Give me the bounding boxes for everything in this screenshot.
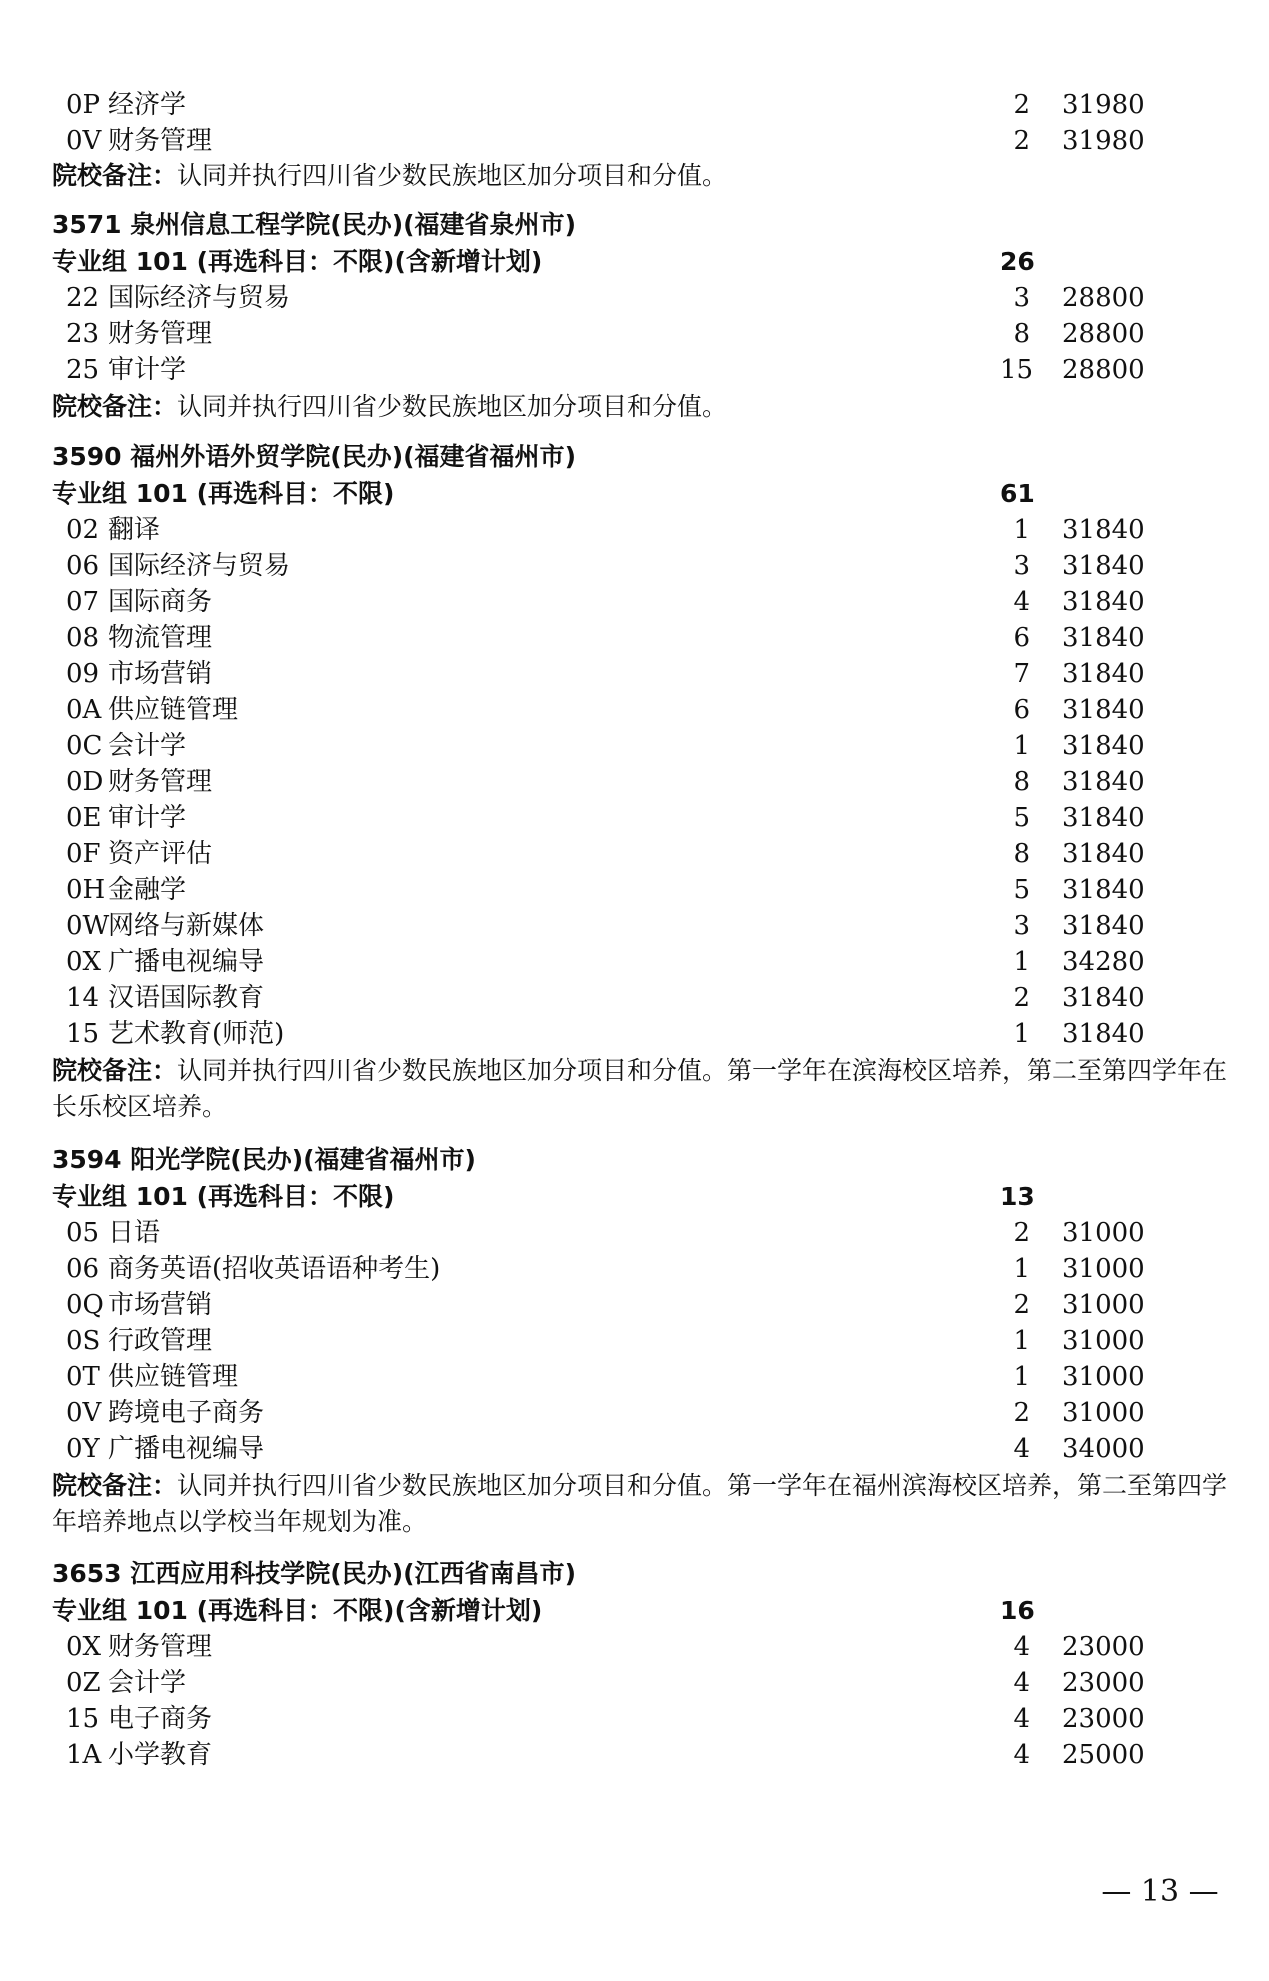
- major-name: 财务管理: [108, 767, 213, 797]
- major-row: [0, 1359, 1269, 1395]
- major-code: 0V: [66, 1398, 102, 1428]
- major-code: 0C: [66, 731, 103, 761]
- major-count: 4: [1013, 587, 1030, 617]
- major-name: 资产评估: [108, 839, 213, 869]
- major-row: [0, 1431, 1269, 1467]
- major-count: 5: [1013, 803, 1030, 833]
- major-count: 15: [1000, 355, 1034, 385]
- major-fee: 31840: [1062, 983, 1145, 1013]
- major-row: [0, 1323, 1269, 1359]
- major-row: [0, 316, 1269, 352]
- major-name: 网络与新媒体: [108, 911, 265, 941]
- group-label: 专业组 101 (再选科目：不限)(含新增计划): [52, 247, 543, 276]
- group-total: 16: [1000, 1596, 1035, 1625]
- major-count: 2: [1013, 90, 1030, 120]
- note-text: 认同并执行四川省少数民族地区加分项目和分值。: [177, 161, 728, 190]
- major-name: 广播电视编导: [108, 1434, 265, 1464]
- school-header: [0, 439, 1269, 475]
- major-name: 供应链管理: [108, 1362, 239, 1392]
- major-row: [0, 836, 1269, 872]
- major-count: 2: [1013, 1398, 1030, 1428]
- major-count: 7: [1013, 659, 1030, 689]
- major-code: 0X: [66, 947, 102, 977]
- major-fee: 31000: [1062, 1326, 1145, 1356]
- note-label: 院校备注：: [52, 161, 178, 190]
- major-code: 06: [66, 551, 100, 581]
- major-fee: 31000: [1062, 1362, 1145, 1392]
- major-name: 商务英语(招收英语语种考生): [108, 1254, 441, 1284]
- major-row: [0, 1737, 1269, 1773]
- major-row: [0, 944, 1269, 980]
- major-code: 0H: [66, 875, 106, 905]
- major-fee: 31000: [1062, 1254, 1145, 1284]
- major-code: 0Y: [66, 1434, 100, 1464]
- major-count: 8: [1013, 319, 1030, 349]
- major-name: 财务管理: [108, 126, 213, 156]
- group-label: 专业组 101 (再选科目：不限)(含新增计划): [52, 1596, 543, 1625]
- major-count: 2: [1013, 1218, 1030, 1248]
- major-name: 物流管理: [108, 623, 213, 653]
- major-code: 15: [66, 1704, 100, 1734]
- school-note: [52, 1053, 1232, 1125]
- major-count: 1: [1013, 947, 1030, 977]
- major-fee: 31840: [1062, 515, 1145, 545]
- major-code: 08: [66, 623, 100, 653]
- major-code: 23: [66, 319, 100, 349]
- major-fee: 28800: [1062, 319, 1145, 349]
- major-fee: 31840: [1062, 623, 1145, 653]
- major-name: 财务管理: [108, 1632, 213, 1662]
- major-fee: 31840: [1062, 839, 1145, 869]
- major-name: 供应链管理: [108, 695, 239, 725]
- major-code: 0V: [66, 126, 102, 156]
- major-fee: 28800: [1062, 283, 1145, 313]
- major-fee: 31840: [1062, 803, 1145, 833]
- major-row: [0, 764, 1269, 800]
- major-code: 25: [66, 355, 100, 385]
- major-code: 1A: [66, 1740, 102, 1770]
- major-count: 4: [1013, 1632, 1030, 1662]
- group-row: [0, 476, 1269, 512]
- major-fee: 23000: [1062, 1668, 1145, 1698]
- major-fee: 31840: [1062, 551, 1145, 581]
- major-code: 05: [66, 1218, 100, 1248]
- major-name: 小学教育: [108, 1740, 213, 1770]
- major-name: 翻译: [108, 515, 161, 545]
- major-row: [0, 908, 1269, 944]
- major-row: [0, 620, 1269, 656]
- major-row: [0, 584, 1269, 620]
- major-code: 0D: [66, 767, 104, 797]
- major-fee: 28800: [1062, 355, 1145, 385]
- major-name: 经济学: [108, 90, 187, 120]
- major-row: [0, 1251, 1269, 1287]
- major-code: 0W: [66, 911, 110, 941]
- major-count: 6: [1013, 623, 1030, 653]
- major-fee: 31840: [1062, 875, 1145, 905]
- major-code: 0T: [66, 1362, 100, 1392]
- major-count: 8: [1013, 839, 1030, 869]
- major-row: [0, 512, 1269, 548]
- major-row: [0, 1215, 1269, 1251]
- major-fee: 25000: [1062, 1740, 1145, 1770]
- major-count: 4: [1013, 1668, 1030, 1698]
- major-fee: 31840: [1062, 659, 1145, 689]
- major-fee: 23000: [1062, 1632, 1145, 1662]
- major-count: 1: [1013, 1362, 1030, 1392]
- major-fee: 31980: [1062, 126, 1145, 156]
- major-row: [0, 692, 1269, 728]
- major-name: 审计学: [108, 355, 187, 385]
- major-count: 2: [1013, 983, 1030, 1013]
- major-code: 0S: [66, 1326, 101, 1356]
- major-code: 0Q: [66, 1290, 104, 1320]
- major-fee: 34280: [1062, 947, 1145, 977]
- major-code: 22: [66, 283, 100, 313]
- major-name: 市场营销: [108, 659, 213, 689]
- school-header: [0, 207, 1269, 243]
- major-count: 1: [1013, 1019, 1030, 1049]
- group-row: [0, 1179, 1269, 1215]
- school-title: 3653 江西应用科技学院(民办)(江西省南昌市): [52, 1559, 576, 1588]
- major-row: [0, 352, 1269, 388]
- major-name: 金融学: [108, 875, 187, 905]
- major-fee: 34000: [1062, 1434, 1145, 1464]
- major-count: 3: [1013, 551, 1030, 581]
- major-fee: 31840: [1062, 695, 1145, 725]
- major-name: 财务管理: [108, 319, 213, 349]
- major-name: 审计学: [108, 803, 187, 833]
- major-name: 国际经济与贸易: [108, 283, 291, 313]
- major-fee: 31840: [1062, 1019, 1145, 1049]
- group-total: 61: [1000, 479, 1035, 508]
- school-header: [0, 1556, 1269, 1592]
- major-count: 1: [1013, 515, 1030, 545]
- major-fee: 31840: [1062, 731, 1145, 761]
- major-code: 14: [66, 983, 100, 1013]
- major-row: [0, 87, 1269, 123]
- major-row: [0, 123, 1269, 159]
- major-code: 0F: [66, 839, 101, 869]
- school-note: [52, 389, 1232, 425]
- major-row: [0, 548, 1269, 584]
- major-code: 0P: [66, 90, 101, 120]
- major-code: 0E: [66, 803, 102, 833]
- major-code: 06: [66, 1254, 100, 1284]
- major-row: [0, 1665, 1269, 1701]
- major-row: [0, 280, 1269, 316]
- group-total: 26: [1000, 247, 1035, 276]
- major-fee: 31840: [1062, 767, 1145, 797]
- major-row: [0, 1395, 1269, 1431]
- major-name: 广播电视编导: [108, 947, 265, 977]
- major-name: 国际经济与贸易: [108, 551, 291, 581]
- major-row: [0, 980, 1269, 1016]
- major-count: 8: [1013, 767, 1030, 797]
- note-label: 院校备注：: [52, 392, 178, 421]
- major-name: 市场营销: [108, 1290, 213, 1320]
- group-row: [0, 244, 1269, 280]
- school-title: 3594 阳光学院(民办)(福建省福州市): [52, 1145, 476, 1174]
- school-note: [52, 1468, 1232, 1540]
- major-name: 会计学: [108, 731, 187, 761]
- major-count: 2: [1013, 126, 1030, 156]
- major-fee: 31000: [1062, 1218, 1145, 1248]
- major-row: [0, 728, 1269, 764]
- major-row: [0, 1287, 1269, 1323]
- major-row: [0, 872, 1269, 908]
- major-code: 02: [66, 515, 100, 545]
- note-label: 院校备注：: [52, 1056, 178, 1085]
- major-name: 日语: [108, 1218, 161, 1248]
- note-text: 认同并执行四川省少数民族地区加分项目和分值。第一学年在福州滨海校区培养，第二至第四学年培养地点以学校当年规划为准。: [52, 1471, 1228, 1536]
- major-count: 4: [1013, 1434, 1030, 1464]
- major-count: 4: [1013, 1740, 1030, 1770]
- major-code: 0X: [66, 1632, 102, 1662]
- major-fee: 31000: [1062, 1398, 1145, 1428]
- note-label: 院校备注：: [52, 1471, 178, 1500]
- major-count: 3: [1013, 911, 1030, 941]
- note-text: 认同并执行四川省少数民族地区加分项目和分值。第一学年在滨海校区培养，第二至第四学年在长乐校区培养。: [52, 1056, 1228, 1121]
- group-label: 专业组 101 (再选科目：不限): [52, 1182, 395, 1211]
- major-fee: 31840: [1062, 587, 1145, 617]
- major-code: 07: [66, 587, 100, 617]
- major-name: 行政管理: [108, 1326, 213, 1356]
- major-count: 2: [1013, 1290, 1030, 1320]
- major-count: 1: [1013, 731, 1030, 761]
- group-total: 13: [1000, 1182, 1035, 1211]
- major-row: [0, 800, 1269, 836]
- school-title: 3571 泉州信息工程学院(民办)(福建省泉州市): [52, 210, 576, 239]
- note-text: 认同并执行四川省少数民族地区加分项目和分值。: [177, 392, 728, 421]
- school-header: [0, 1142, 1269, 1178]
- major-row: [0, 1629, 1269, 1665]
- major-count: 1: [1013, 1326, 1030, 1356]
- school-note: [52, 158, 1232, 194]
- major-count: 3: [1013, 283, 1030, 313]
- major-count: 1: [1013, 1254, 1030, 1284]
- major-name: 跨境电子商务: [108, 1398, 265, 1428]
- major-count: 4: [1013, 1704, 1030, 1734]
- major-name: 电子商务: [108, 1704, 213, 1734]
- major-row: [0, 1016, 1269, 1052]
- major-code: 15: [66, 1019, 100, 1049]
- major-name: 汉语国际教育: [108, 983, 265, 1013]
- major-name: 艺术教育(师范): [108, 1019, 285, 1049]
- school-title: 3590 福州外语外贸学院(民办)(福建省福州市): [52, 442, 576, 471]
- major-fee: 31980: [1062, 90, 1145, 120]
- major-count: 5: [1013, 875, 1030, 905]
- page-number: — 13 —: [1101, 1874, 1219, 1909]
- major-name: 国际商务: [108, 587, 213, 617]
- major-code: 0A: [66, 695, 102, 725]
- major-fee: 31840: [1062, 911, 1145, 941]
- group-row: [0, 1593, 1269, 1629]
- major-count: 6: [1013, 695, 1030, 725]
- major-code: 0Z: [66, 1668, 101, 1698]
- group-label: 专业组 101 (再选科目：不限): [52, 479, 395, 508]
- major-row: [0, 656, 1269, 692]
- major-name: 会计学: [108, 1668, 187, 1698]
- major-code: 09: [66, 659, 100, 689]
- major-row: [0, 1701, 1269, 1737]
- major-fee: 31000: [1062, 1290, 1145, 1320]
- major-fee: 23000: [1062, 1704, 1145, 1734]
